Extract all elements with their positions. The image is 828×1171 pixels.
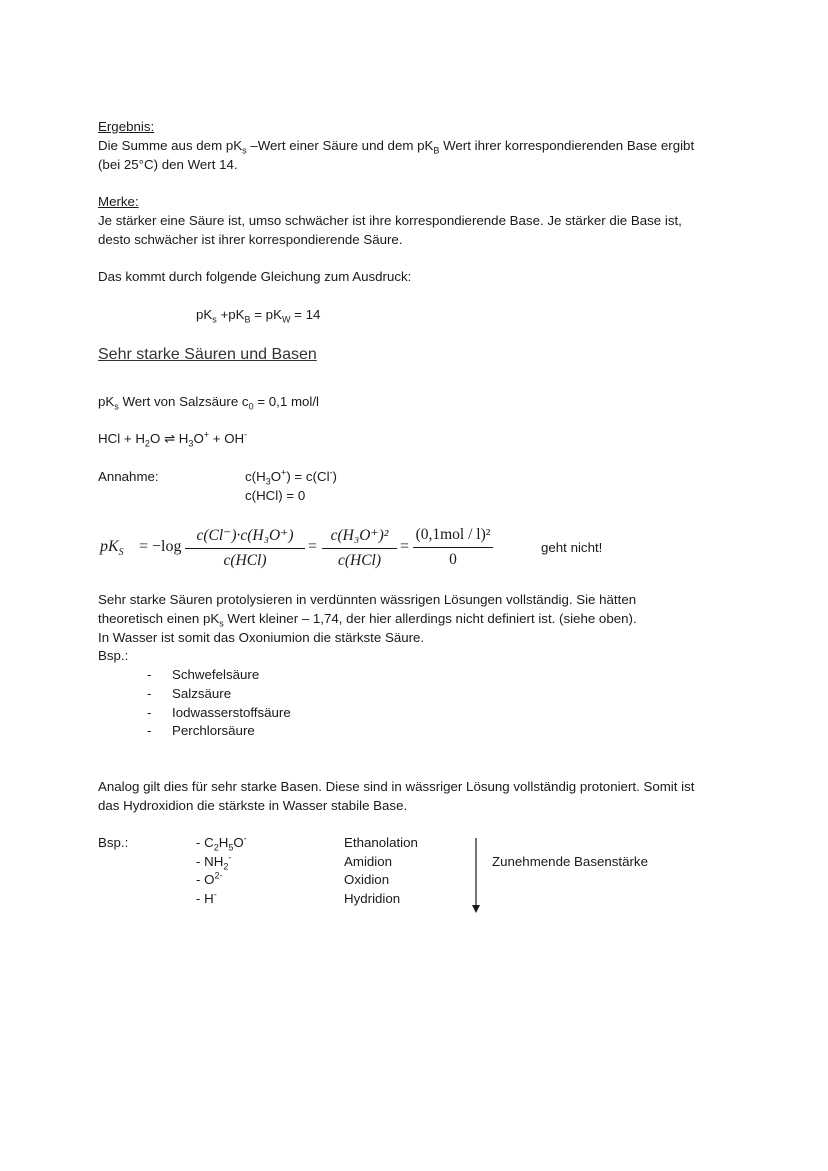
list-item: Iodwasserstoffsäure [172, 705, 291, 720]
merke-line-1: Je stärker eine Säure ist, umso schwächer ist ihre korrespondierende Base. Je stärker die Base ist, [98, 213, 682, 228]
reaction-equation: HCl + $H_2O$ ⇌ $H_3O^+ + OH^-$ [98, 429, 248, 449]
base-name: Ethanolation [344, 835, 418, 850]
base-formula-hydride: - H- [196, 889, 217, 906]
list-item: Salzsäure [172, 686, 232, 701]
fraction-2-numerator: c(H₃O⁺)² [322, 526, 397, 549]
acid-bullet: - [147, 686, 152, 701]
formula-lhs: $pK_S$ [100, 538, 124, 559]
result-line-2: (bei 25°C) den Wert 14. [98, 157, 238, 172]
assumption-line-2: c(HCl) = 0 [245, 488, 306, 503]
down-arrow-icon [468, 836, 484, 916]
para1-line-2: theoretisch einen $pK_s$ Wert kleiner – 1,74, der hier allerdings nicht definiert ist. (siehe oben). [98, 611, 637, 629]
fraction-1-denominator: c(HCl) [223, 552, 267, 569]
formula-equals-1: = [308, 538, 318, 555]
formula-fraction-2 [322, 526, 397, 570]
result-line-1: Die Summe aus dem $pK_s$ –Wert einer Säure und dem $pK_B$ Wert ihrer korrespondierenden Base ergibt [98, 138, 695, 156]
para1-bsp: Bsp.: [98, 648, 129, 663]
base-formula-oxide: - $O^{2-}$ [196, 870, 223, 887]
acid-bullet: - [147, 667, 152, 682]
equation-intro: Das kommt durch folgende Gleichung zum Ausdruck: [98, 269, 412, 284]
base-formula-amide: - $NH_2^-$ [196, 852, 232, 872]
acid-bullet: - [147, 723, 152, 738]
section-title: Sehr starke Säuren und Basen [98, 346, 317, 363]
para1-line-3: In Wasser ist somit das Oxoniumion die stärkste Säure. [98, 630, 425, 645]
assumption-label: Annahme: [98, 469, 159, 484]
merke-heading: Merke: [98, 194, 139, 209]
formula-fraction-3 [413, 526, 493, 569]
formula-minus-log: = −log [139, 538, 182, 555]
base-name: Hydridion [344, 891, 401, 906]
list-item: Schwefelsäure [172, 667, 260, 682]
para2-line-1: Analog gilt dies für sehr starke Basen. Diese sind in wässriger Lösung vollständig protoniert. Somit ist [98, 779, 695, 794]
acid-bullet: - [147, 705, 152, 720]
pks-line: $pK_s$ Wert von Salzsäure $c_0 = 0,1$ mol/l [98, 394, 320, 412]
base-formula-ethanolate: - $C_2H_5O^-$ [196, 833, 247, 853]
formula-note: geht nicht! [541, 540, 603, 555]
base-name: Amidion [344, 854, 393, 869]
result-heading: Ergebnis: [98, 119, 155, 134]
list-item: Perchlorsäure [172, 723, 255, 738]
formula-fraction-1 [185, 526, 305, 570]
pk-equation: $pK_s +pK_B = pK_W = 14$ [196, 307, 321, 325]
para2-line-2: das Hydroxidion die stärkste in Wasser stabile Base. [98, 798, 408, 813]
para1-line-1: Sehr starke Säuren protolysieren in verdünnten wässrigen Lösungen vollständig. Sie hätten [98, 592, 637, 607]
fraction-1-numerator: c(Cl⁻)·c(H₃O⁺) [185, 526, 305, 549]
fraction-2-denominator: c(HCl) [337, 552, 382, 569]
merke-line-2: desto schwächer ist ihrer korrespondierende Säure. [98, 232, 403, 247]
bases-label: Bsp.: [98, 835, 129, 850]
formula-equals-2: = [400, 538, 410, 555]
assumption-line-1: $c(H_3O^+) = c(Cl^-)$ [245, 467, 337, 487]
fraction-3-denominator: 0 [449, 551, 457, 568]
fraction-3-numerator: (0,1mol / l)² [413, 526, 493, 548]
base-name: Oxidion [344, 872, 390, 887]
trend-label: Zunehmende Basenstärke [492, 854, 648, 869]
